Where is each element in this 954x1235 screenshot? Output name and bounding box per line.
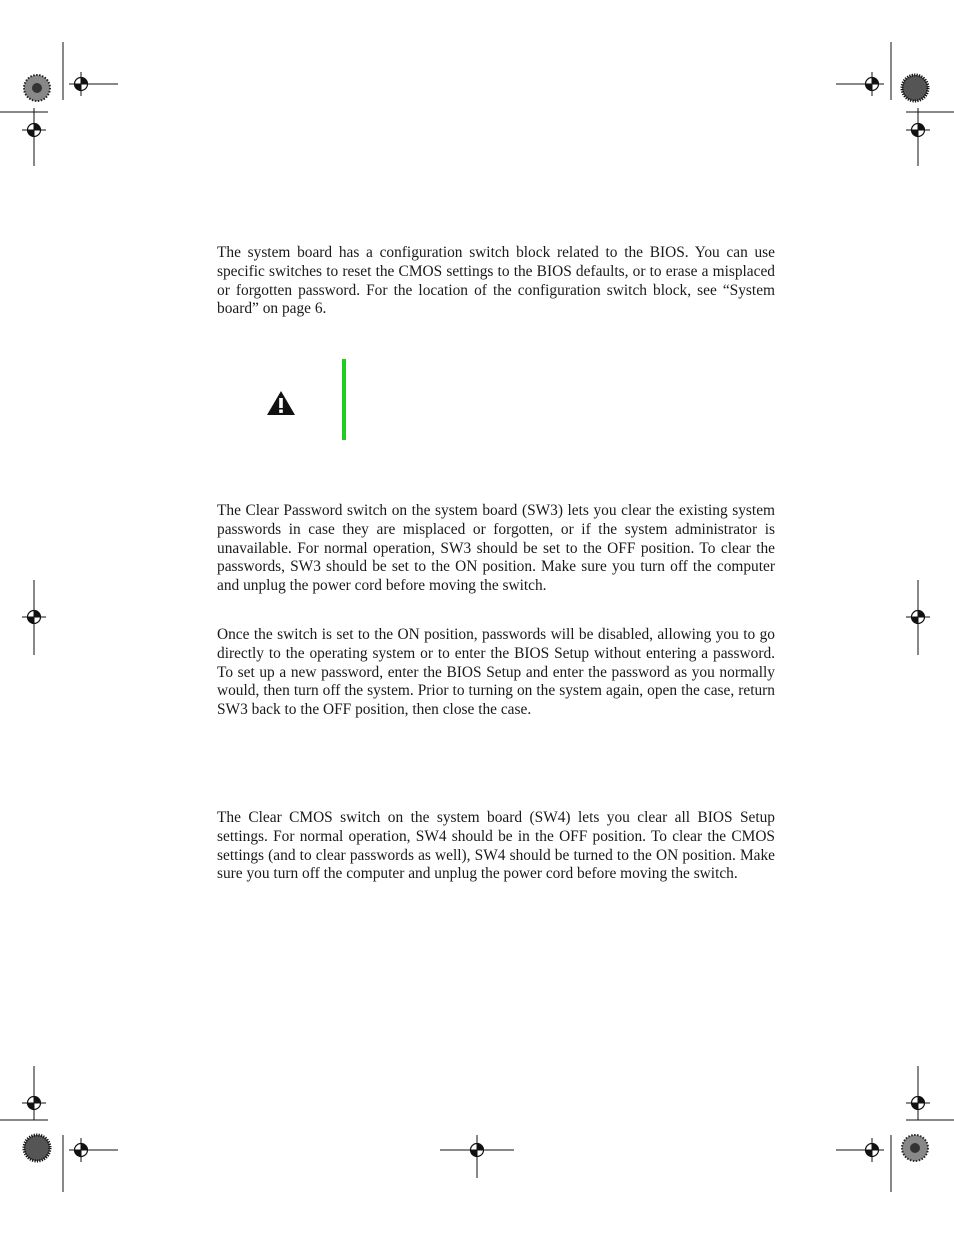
- warning-icon: [266, 390, 296, 416]
- registration-mark-icon: [22, 72, 930, 1162]
- clear-cmos-paragraph: The Clear CMOS switch on the system board (SW4) lets you clear all BIOS Setup settings. For normal operation, SW4 should be in the OFF position. To clear the CMOS settings (and to clear passwords as well), SW4 should be turned to the ON position. Make sure you turn off the computer and unplug the power cord before moving the switch.: [217, 809, 775, 883]
- starburst-target-icon: [24, 75, 928, 1161]
- clear-password-paragraph-1: The Clear Password switch on the system board (SW3) lets you clear the existing system passwords in case they are misplaced or forgotten, or if the system administrator is unavailable. For normal operation, SW3 should be set to the OFF position. To clear the passwords, SW3 should be set to the ON position. Make sure you turn off the computer and unplug the power cord before moving the switch.: [217, 502, 775, 595]
- intro-paragraph: The system board has a configuration switch block related to the BIOS. You can use specific switches to reset the CMOS settings to the BIOS defaults, or to erase a misplaced or forgotten password. For the location of the configuration switch block, see “System board” on page 6.: [217, 244, 775, 318]
- clear-password-paragraph-2: Once the switch is set to the ON position, passwords will be disabled, allowing you to go directly to the operating system or to enter the BIOS Setup without entering a password. To set up a new password, enter the BIOS Setup and enter the password as you normally would, then turn off the system. Prior to turning on the system again, open the case, return SW3 back to the OFF position, then close the case.: [217, 626, 775, 719]
- warning-sidebar: [342, 359, 346, 440]
